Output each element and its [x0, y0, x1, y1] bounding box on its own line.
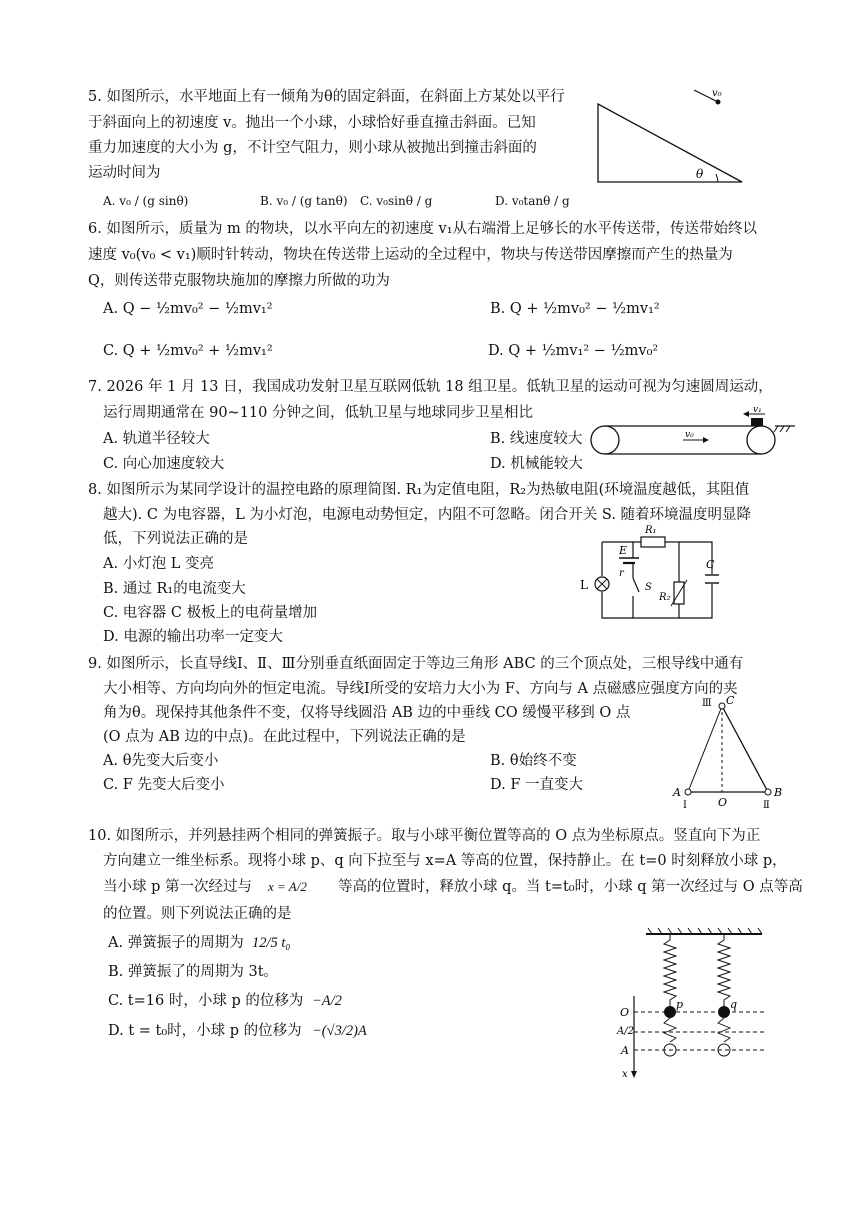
- q6-option-b: B. Q + ½mv₀² − ½mv₁²: [490, 301, 660, 317]
- q8-option-a: A. 小灯泡 L 变亮: [103, 556, 215, 572]
- q9-option-c: C. F 先变大后变小: [103, 777, 225, 793]
- q6-v1-label: v₁: [753, 405, 762, 415]
- q6-option-a: A. Q − ½mv₀² − ½mv₁²: [103, 301, 273, 317]
- q9-b-label: B: [774, 786, 783, 799]
- q10-fraction-x: x = A/2: [268, 879, 307, 894]
- q6-option-d: D. Q + ½mv₁² − ½mv₀²: [488, 343, 659, 359]
- q8-line1: 8. 如图所示为某同学设计的温控电路的原理简图. R₁为定值电阻，R₂为热敏电阻(环境温度越低，其阻值: [88, 482, 750, 498]
- q9-line4: (O 点为 AB 边的中点)。在此过程中，下列说法正确的是: [103, 729, 466, 745]
- q10-a-label: A: [621, 1044, 629, 1057]
- q6-line2: 速度 v₀(v₀ < v₁)顺时针转动，物块在传送带上运动的全过程中，物块与传送带因摩擦而产生的热量为: [88, 247, 733, 263]
- q10-spring-figure: [612, 926, 782, 1080]
- q10-option-a: A. 弹簧振子的周期为: [108, 935, 244, 951]
- q10-fraction-period: 12/5 t₀: [252, 935, 291, 951]
- q10-line3a: 当小球 p 第一次经过与: [103, 879, 252, 895]
- q8-circuit-figure: [575, 520, 725, 625]
- q7-option-a: A. 轨道半径较大: [103, 431, 210, 447]
- q5-option-c: C. v₀sinθ / g: [360, 194, 433, 208]
- q10-half-a-label: A/2: [617, 1026, 634, 1037]
- q9-line3: 角为θ。现保持其他条件不变，仅将导线圆沿 AB 边的中垂线 CO 缓慢平移到 O 点: [103, 705, 631, 721]
- q10-option-c: C. t=16 时，小球 p 的位移为: [108, 993, 304, 1009]
- q9-wire2-label: Ⅱ: [763, 800, 770, 811]
- q10-o-label: O: [620, 1006, 630, 1019]
- q5-line1: 5. 如图所示，水平地面上有一倾角为θ的固定斜面，在斜面上方某处以平行: [88, 89, 565, 105]
- q6-option-c: C. Q + ½mv₀² + ½mv₁²: [103, 343, 273, 359]
- q5-option-d: D. v₀tanθ / g: [495, 194, 570, 208]
- q10-line1: 10. 如图所示，并列悬挂两个相同的弹簧振子。取与小球平衡位置等高的 O 点为坐标原点。竖直向下为正: [88, 828, 761, 844]
- q6-v0-label: v₀: [685, 430, 694, 440]
- q8-line2: 越大). C 为电容器，L 为小灯泡，电源电动势恒定，内阻不可忽略。闭合开关 S. 随着环境温度明显降: [103, 507, 752, 523]
- q7-option-b: B. 线速度较大: [490, 431, 583, 447]
- q10-fraction-neg-half-a: −A/2: [312, 993, 342, 1009]
- q8-r1-label: R₁: [645, 525, 657, 536]
- q10-fraction-sqrt3: −(√3/2)A: [312, 1023, 367, 1039]
- q8-option-c: C. 电容器 C 极板上的电荷量增加: [103, 605, 318, 621]
- q6-line1: 6. 如图所示，质量为 m 的物块，以水平向左的初速度 v₁从右端滑上足够长的水平传送带，传送带始终以: [88, 221, 758, 237]
- q10-p-label: p: [676, 998, 684, 1011]
- q5-v0-label: v₀: [712, 88, 722, 99]
- q8-s-label: S: [645, 582, 652, 593]
- q8-option-d: D. 电源的输出功率一定变大: [103, 629, 283, 645]
- q6-line3: Q，则传送带克服物块施加的摩擦力所做的功为: [88, 273, 390, 289]
- q5-incline-figure: [590, 82, 750, 187]
- q9-wire1-label: Ⅰ: [683, 800, 687, 811]
- q10-q-label: q: [730, 998, 738, 1011]
- q9-line2: 大小相等、方向均向外的恒定电流。导线Ⅰ所受的安培力大小为 F、方向与 A 点磁感应强度方向的夹: [103, 681, 738, 697]
- q5-option-b: B. v₀ / (g tanθ): [260, 194, 348, 208]
- q8-l-label: L: [580, 578, 588, 592]
- q7-line1: 7. 2026 年 1 月 13 日，我国成功发射卫星互联网低轨 18 组卫星。低轨卫星的运动可视为匀速圆周运动，: [88, 379, 773, 395]
- q7-option-d: D. 机械能较大: [490, 456, 583, 472]
- q9-option-a: A. θ先变大后变小: [103, 753, 219, 769]
- q10-x-label: x: [622, 1069, 628, 1080]
- q9-wire3-label: Ⅲ: [702, 698, 712, 709]
- q8-r2-label: R₂: [659, 592, 671, 603]
- q8-option-b: B. 通过 R₁的电流变大: [103, 581, 246, 597]
- q5-line2: 于斜面向上的初速度 v。抛出一个小球，小球恰好垂直撞击斜面。已知: [88, 115, 536, 131]
- q10-option-d: D. t = t₀时，小球 p 的位移为: [108, 1023, 302, 1039]
- q9-a-label: A: [673, 786, 681, 799]
- q7-line2: 运行周期通常在 90~110 分钟之间，低轨卫星与地球同步卫星相比: [103, 405, 533, 421]
- q9-option-d: D. F 一直变大: [490, 777, 583, 793]
- q5-theta-label: θ: [696, 167, 704, 181]
- q9-option-b: B. θ始终不变: [490, 753, 577, 769]
- q5-line3: 重力加速度的大小为 g，不计空气阻力，则小球从被抛出到撞击斜面的: [88, 140, 537, 156]
- q7-option-c: C. 向心加速度较大: [103, 456, 225, 472]
- q5-line4: 运动时间为: [88, 165, 161, 181]
- q8-r-label: r: [619, 568, 624, 579]
- q9-triangle-figure: [658, 694, 798, 812]
- q8-c-label: C: [706, 558, 715, 571]
- q10-line3b: 等高的位置时，释放小球 q。当 t=t₀时，小球 q 第一次经过与 O 点等高: [338, 879, 803, 895]
- q9-line1: 9. 如图所示，长直导线Ⅰ、Ⅱ、Ⅲ分别垂直纸面固定于等边三角形 ABC 的三个顶点处，三根导线中通有: [88, 656, 744, 672]
- q6-conveyor-figure: [583, 404, 798, 462]
- q5-option-a: A. v₀ / (g sinθ): [103, 194, 189, 208]
- q10-line4: 的位置。则下列说法正确的是: [103, 906, 292, 922]
- q8-e-label: E: [619, 544, 628, 557]
- q10-option-b: B. 弹簧振了的周期为 3t。: [108, 964, 279, 980]
- q10-line2: 方向建立一维坐标系。现将小球 p、q 向下拉至与 x=A 等高的位置，保持静止。在 t=0 时刻释放小球 p，: [103, 853, 787, 869]
- q8-line3: 低，下列说法正确的是: [103, 531, 248, 547]
- q9-c-label: C: [726, 694, 735, 707]
- q9-o-label: O: [718, 796, 728, 809]
